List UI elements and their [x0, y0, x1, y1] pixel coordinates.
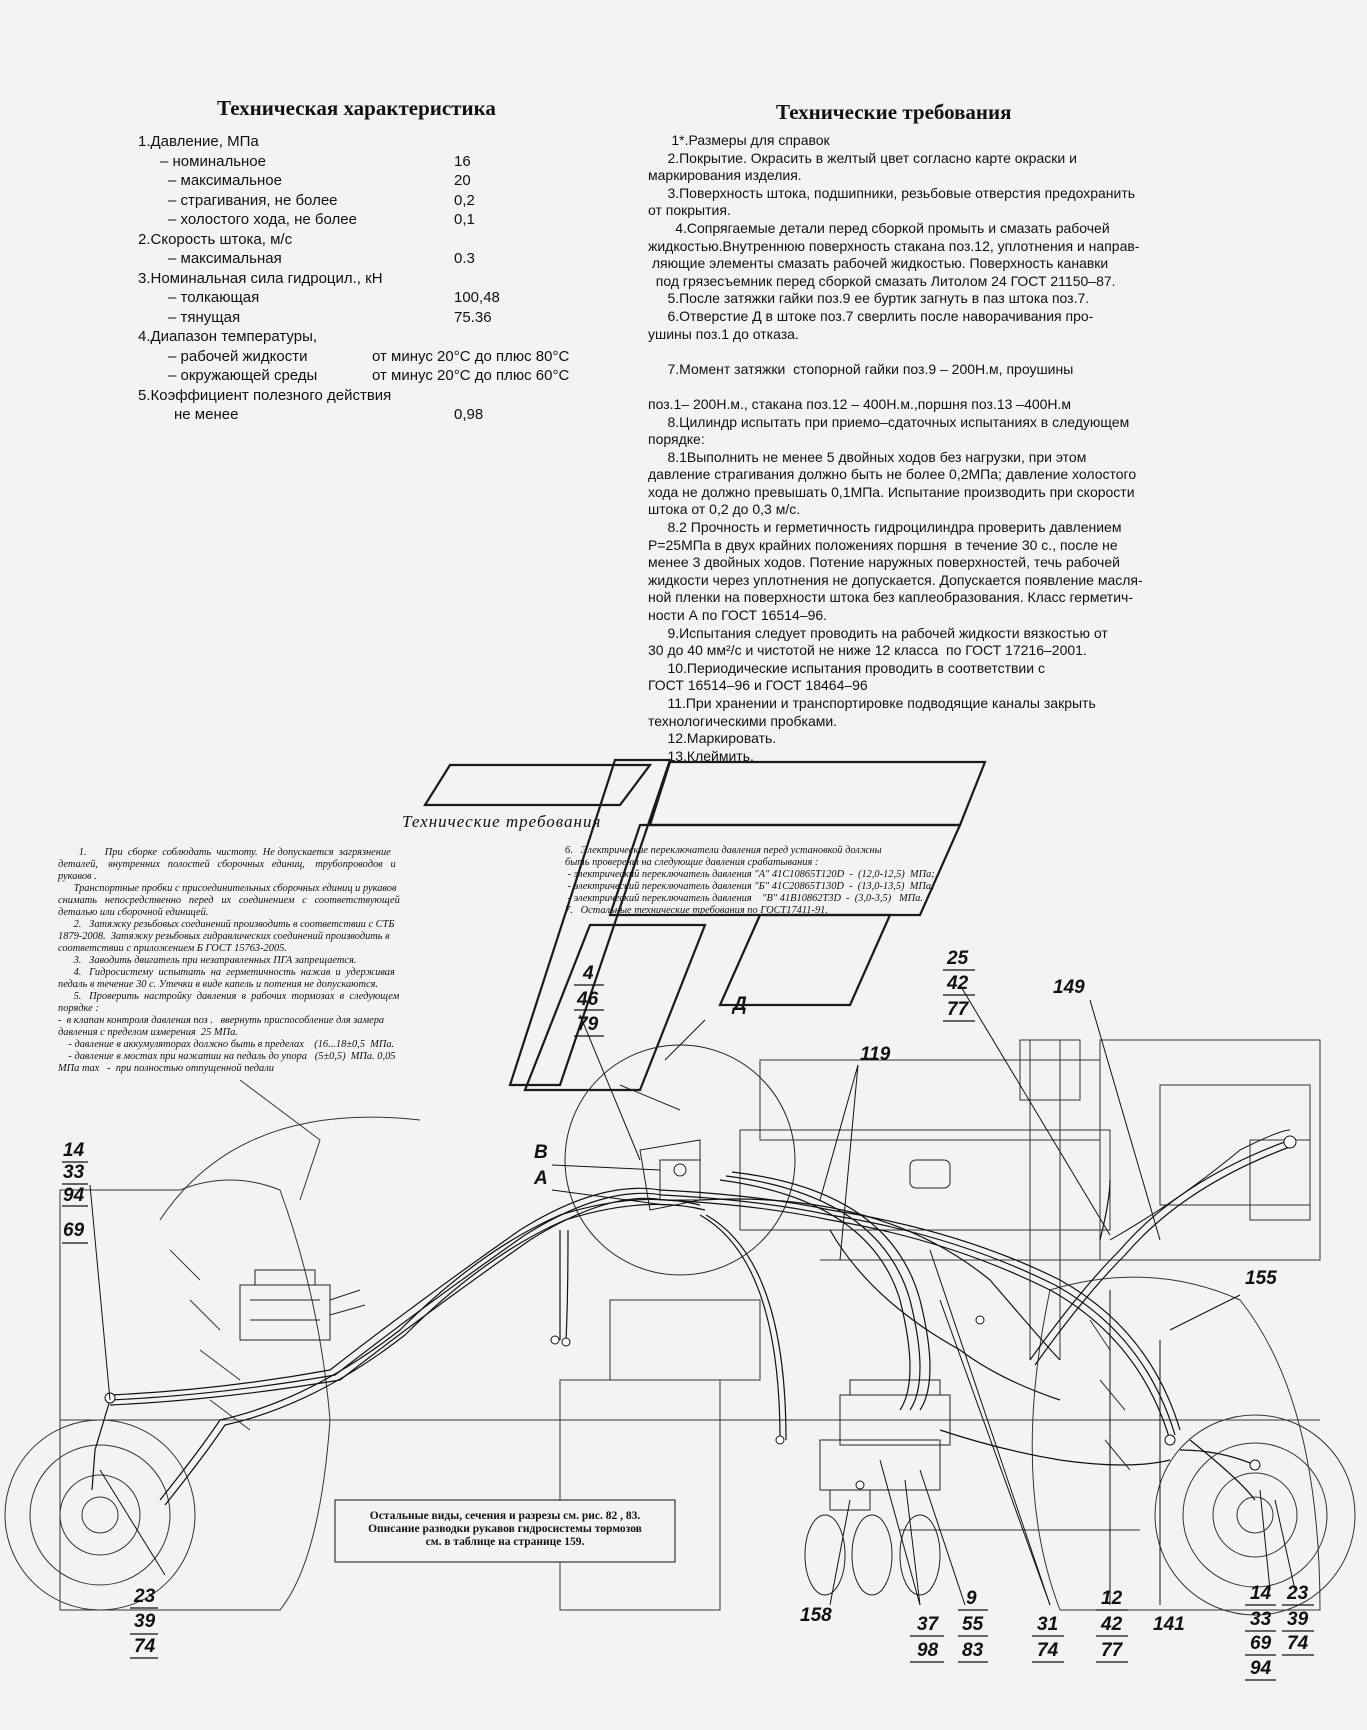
spec-value: 0,1 [454, 211, 475, 228]
requirement-2-line: 1. При сборке соблюдать чистоту. Не допускается загрязнение [58, 847, 391, 858]
requirement-2-line: 2. Затяжку резьбовых соединений производить в соответствии с СТБ [58, 919, 395, 930]
requirement-line: порядке: [648, 431, 705, 448]
callout-141: 141 [1153, 1614, 1185, 1635]
requirement-line: 3.Поверхность штока, подшипники, резьбовые отверстия предохранить [648, 184, 1136, 201]
requirements-2-title: Технические требования [402, 812, 602, 831]
accumulator-top [910, 1160, 950, 1188]
spec-label: – тянущая [168, 308, 241, 326]
spec-label: 1.Давление, МПа [138, 133, 259, 150]
callout-46: 46 [577, 989, 599, 1010]
requirement-line: Р=25МПа в двух крайних положениях поршня в течение 30 с., после не [648, 536, 1118, 553]
callout-74-right: 74 [1287, 1633, 1309, 1654]
callout-119: 119 [860, 1044, 891, 1065]
frame-outline [60, 1040, 1320, 1610]
requirement-line: 2.Покрытие. Окрасить в желтый цвет согласно карте окраски и [648, 149, 1077, 166]
requirement-2-line: соответствии с приложением Б ГОСТ 15763-2005. [58, 943, 287, 954]
spec-label: – номинальное [160, 152, 266, 170]
requirement-line: давление страгивания должно быть не более 0,2МПа; давление холостого [648, 466, 1137, 483]
callout-42: 42 [947, 973, 969, 994]
requirement-line: 11.При хранении и транспортировке подводящие каналы закрыть [648, 695, 1096, 711]
callout-77-bottom: 77 [1101, 1640, 1123, 1661]
callout-83: 83 [962, 1640, 984, 1661]
requirement-2-line: рукавов . [58, 871, 97, 882]
callout-55: 55 [962, 1614, 984, 1635]
requirement-line: хода не должно превышать 0,1МПа. Испытание производить при скорости [648, 483, 1135, 500]
callout-33-right: 33 [1250, 1609, 1272, 1630]
requirement-2-line: МПа max - при полностью отпущенной педали [58, 1063, 274, 1074]
requirement-line: ушины поз.1 до отказа. [648, 325, 799, 342]
requirement-line: поз.1– 200Н.м., стакана поз.12 – 400Н.м.,поршня поз.13 –400Н.м [648, 395, 1072, 412]
requirement-2-line: быть проверены на следующие давления срабатывания : [565, 857, 819, 868]
requirement-line: 8.2 Прочность и герметичность гидроцилиндра проверить давлением [648, 519, 1122, 536]
requirement-line: маркирования изделия. [648, 167, 802, 184]
callout-94-right: 94 [1250, 1658, 1272, 1679]
requirement-line: 10.Периодические испытания проводить в соответствии с [648, 659, 1045, 676]
requirement-2-line: 6. Электрические переключатели давления перед установкой должны [565, 845, 882, 856]
callout-42-bottom: 42 [1101, 1614, 1123, 1635]
spec-value: 75.36 [454, 308, 492, 326]
callout-69-left: 69 [63, 1220, 85, 1241]
requirement-line: жидкости через уплотнения не допускается. Допускается появление масля- [648, 571, 1143, 588]
callout-23-right: 23 [1287, 1583, 1309, 1604]
spec-value: от минус 20°С до плюс 60°С [372, 367, 570, 384]
requirement-2-line: - в клапан контроля давления поз . ввернуть приспособление для замера [58, 1015, 385, 1026]
requirement-line: 4.Сопрягаемые детали перед сборкой промыть и смазать рабочей [648, 219, 1110, 236]
spec-label: – холостого хода, не более [168, 211, 357, 228]
requirement-2-line: 7. Остальные технические требования по ГОСТ17411-91. [565, 905, 828, 916]
requirement-line: под грязесъемник перед сборкой смазать Литолом 24 ГОСТ 21150–87. [648, 272, 1116, 289]
spec-value: 0.3 [454, 250, 475, 267]
accumulator-block [805, 1380, 950, 1595]
callout-v: В [534, 1142, 548, 1163]
callout-69-right: 69 [1250, 1633, 1272, 1654]
callout-155: 155 [1245, 1268, 1277, 1289]
requirement-2-line: 3. Заводить двигатель при незаправленных ПГА запрещается. [58, 955, 357, 966]
requirement-2-line: деталью или сборочной единицей. [58, 907, 209, 918]
requirement-line: 8.Цилиндр испытать при приемо–сдаточных испытаниях в следующем [648, 413, 1130, 430]
spec-value: 20 [454, 172, 471, 189]
requirement-2-line: - давление в аккумуляторах должно быть в пределах (16...18±0,5 МПа. [58, 1039, 395, 1050]
note-text [335, 1510, 675, 1549]
requirement-line: технологическими пробками. [648, 712, 838, 729]
requirements-title: Технические требования [776, 100, 1012, 124]
brake-valve-left [240, 1270, 365, 1340]
callout-98: 98 [917, 1640, 939, 1661]
spec-label: 2.Скорость штока, м/с [138, 230, 293, 248]
callout-23-left: 23 [134, 1586, 156, 1607]
requirement-line: 6.Отверстие Д в штоке поз.7 сверлить после наворачивания про- [648, 307, 1094, 324]
requirements-2-right [565, 845, 935, 917]
spec-title: Техническая характеристика [217, 96, 496, 120]
watermark-logo [425, 760, 985, 1090]
requirement-2-line: - давление в мостах при нажатии на педаль до упора (5±0,5) МПа. 0,05 [58, 1051, 396, 1062]
callout-39-left: 39 [134, 1611, 156, 1632]
requirement-line: 1*.Размеры для справок [648, 132, 830, 148]
callout-14-right: 14 [1250, 1583, 1272, 1604]
callout-79: 79 [577, 1014, 599, 1035]
requirement-2-line: 1879-2008. Затяжку резьбовых гидравлических соединений производить в [58, 931, 390, 942]
requirement-line: 30 до 40 мм²/с и чистотой не ниже 12 класса по ГОСТ 17216–2001. [648, 642, 1087, 659]
hose-bundle [92, 1140, 1295, 1505]
requirement-line: ГОСТ 16514–96 и ГОСТ 18464–96 [648, 677, 868, 694]
callout-12: 12 [1101, 1588, 1123, 1609]
callout-14-left: 14 [63, 1140, 85, 1161]
requirement-2-line: порядке : [58, 1003, 99, 1014]
requirement-line: менее 3 двойных ходов. Потение наружных поверхностей, течь рабочей [648, 554, 1120, 571]
callout-9: 9 [966, 1588, 977, 1609]
spec-label: – максимальная [168, 250, 282, 267]
requirement-2-line: педаль в течение 30 с. Утечки в виде капель и потения не допускаются. [58, 979, 379, 990]
requirement-2-line: - электрический переключатель давления "А" 41С10865Т120D - (12,0-12,5) МПа; [565, 869, 935, 880]
callout-33-left: 33 [63, 1162, 85, 1183]
callout-25: 25 [947, 948, 969, 969]
spec-label: 3.Номинальная сила гидроцил., кН [138, 269, 383, 287]
spec-label: 4.Диапазон температуры, [138, 328, 318, 345]
requirement-line: 5.После затяжки гайки поз.9 ее буртик загнуть в паз штока поз.7. [648, 290, 1090, 307]
requirement-line: 12.Маркировать. [648, 730, 777, 747]
requirement-2-line: давления с пределом измерения 25 МПа. [58, 1027, 238, 1038]
callout-74-mid: 74 [1037, 1640, 1059, 1661]
spec-label: – рабочей жидкости [168, 347, 308, 365]
left-wheel [5, 1180, 330, 1610]
requirement-2-line: снимать непосредственно перед их соединением с соответствующей [58, 895, 400, 906]
requirement-2-line: - электрический переключатель давления "В" 41В10862Т3D - (3,0-3,5) МПа. [565, 893, 923, 904]
requirement-line: 8.1Выполнить не менее 5 двойных ходов без нагрузки, при этом [648, 448, 1087, 465]
requirement-2-line: Транспортные пробки с присоединительных сборочных единиц и рукавов [58, 883, 397, 894]
spec-label: 5.Коэффициент полезного действия [138, 386, 392, 404]
requirement-line: от покрытия. [648, 202, 731, 219]
callout-94-left: 94 [63, 1185, 85, 1206]
spec-value: 0,98 [454, 406, 484, 423]
right-wheel [1032, 1277, 1355, 1615]
requirement-2-line: 5. Проверить настройку давления в рабочих тормозах в следующем [58, 991, 400, 1002]
callout-underlines [62, 970, 1314, 1680]
note-line: Остальные виды, сечения и разрезы см. рис. 82 , 83. [369, 1510, 641, 1522]
requirement-line: 7.Момент затяжки стопорной гайки поз.9 – 200Н.м, проушины [648, 360, 1074, 377]
leader-lines [90, 985, 1295, 1605]
callout-a: А [534, 1168, 548, 1189]
note-line: Описание разводки рукавов гидросистемы тормозов [368, 1523, 642, 1535]
requirement-line: жидкостью.Внутреннюю поверхность стакана поз.12, уплотнения и направ- [648, 237, 1140, 254]
requirement-line: 13.Клеймить. [648, 747, 754, 764]
requirement-line: 9.Испытания следует проводить на рабочей жидкости вязкостью от [648, 624, 1108, 641]
spec-label: – страгивания, не более [168, 191, 338, 209]
requirement-line: штока от 0,2 до 0,3 м/с. [648, 501, 801, 518]
requirement-2-line: 4. Гидросистему испытать на герметичность нажав и удерживая [58, 967, 395, 978]
note-line: см. в таблице на странице 159. [425, 1536, 585, 1548]
callout-74-left: 74 [134, 1636, 156, 1657]
callout-158: 158 [800, 1605, 832, 1626]
spec-label: – максимальное [168, 172, 282, 189]
spec-label: – окружающей среды [168, 367, 318, 384]
callout-149: 149 [1053, 977, 1085, 998]
callout-31: 31 [1037, 1614, 1059, 1635]
requirement-2-line: - электрический переключатель давления "Б" 41С20865Т130D - (13,0-13,5) МПа; [565, 881, 935, 892]
spec-value: 100,48 [454, 289, 500, 306]
callout-39-right: 39 [1287, 1609, 1309, 1630]
requirement-line: ляющие элементы смазать рабочей жидкостью. Поверхность канавки [648, 255, 1109, 272]
requirement-line: ной пленки на поверхности штока без каплеобразования. Класс герметич- [648, 589, 1133, 606]
spec-label: не менее [174, 406, 239, 423]
requirements-2-left [58, 847, 400, 1075]
spec-label: – толкающая [168, 289, 260, 306]
spec-value: от минус 20°С до плюс 80°С [372, 347, 570, 365]
requirement-2-line: деталей, внутренних полостей сборочных единиц, трубопроводов и [58, 859, 396, 870]
requirement-line: ности А по ГОСТ 16514–96. [648, 607, 828, 624]
spec-value: 0,2 [454, 191, 475, 209]
spec-value: 16 [454, 152, 471, 170]
callout-77: 77 [947, 999, 969, 1020]
callout-d: Д [733, 994, 747, 1015]
callout-37: 37 [917, 1614, 939, 1635]
callout-4: 4 [583, 963, 594, 984]
